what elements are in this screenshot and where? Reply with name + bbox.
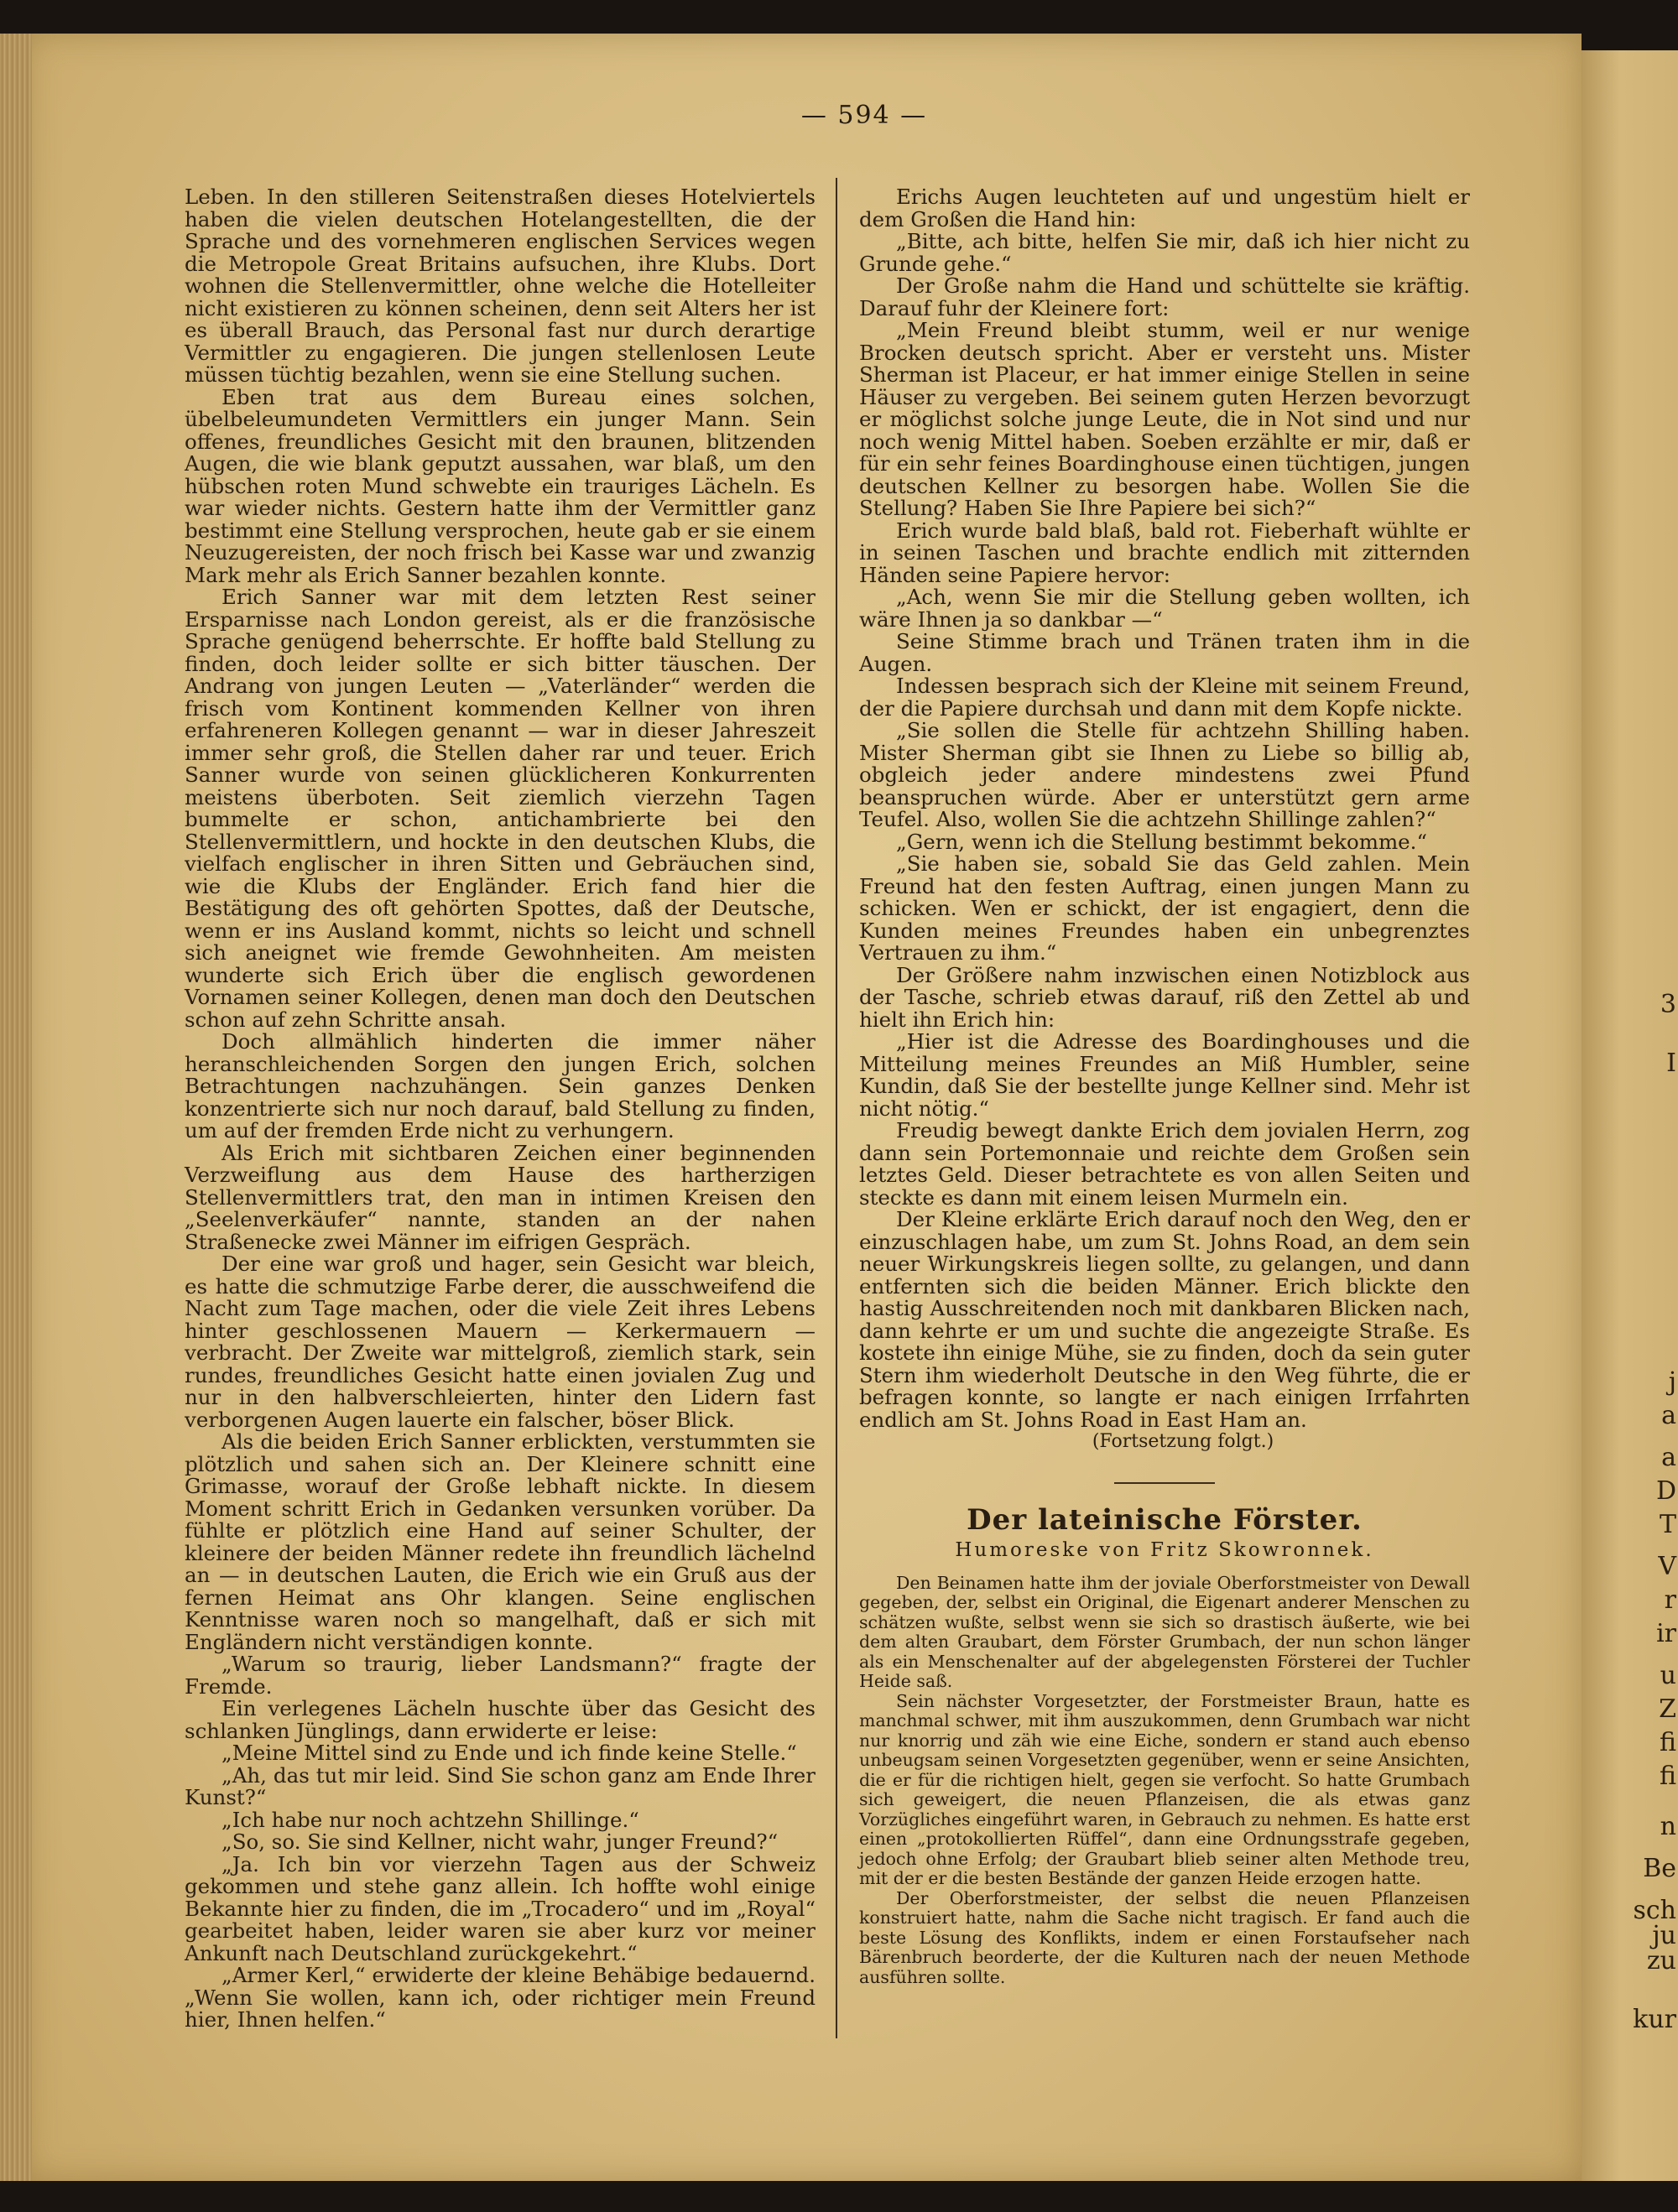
- adjacent-page-fragment: D: [1655, 1476, 1676, 1506]
- adjacent-page-edge: [1582, 50, 1678, 2181]
- story-subtitle: Humoreske von Fritz Skowronnek.: [955, 1539, 1374, 1561]
- paragraph: Freudig bewegt dankte Erich dem jovialen Herrn, zog dann sein Portemonnaie und reichte dem Großen sein letztes Geld. Dieser betrachtete es von allen Seiten und steckte es dann mit einem leisen Murmeln ein.: [859, 1118, 1470, 1210]
- paragraph: „Meine Mittel sind zu Ende und ich finde keine Stelle.“: [221, 1741, 797, 1765]
- paragraph: „Bitte, ach bitte, helfen Sie mir, daß ich hier nicht zu Grunde gehe.“: [859, 229, 1470, 276]
- adjacent-page-fragment: sch: [1633, 1896, 1676, 1925]
- right-column-text: [859, 186, 1470, 1431]
- adjacent-page-fragment: a: [1661, 1443, 1676, 1472]
- column-divider: [836, 178, 837, 2038]
- paragraph: „Gern, wenn ich die Stellung bestimmt bekomme.“: [896, 829, 1427, 854]
- paragraph: „Ja. Ich bin vor vierzehn Tagen aus der Schweiz gekommen und stehe ganz allein. Ich hoffte wohl einige Bekannte hier zu finden, die im „Trocadero“ und im „Royal“ gearbeitet haben, leider waren sie aber kurz vor meiner Ankunft nach Deutschland zurückgekehrt.“: [185, 1851, 816, 1965]
- adjacent-page-fragment: j: [1668, 1367, 1676, 1397]
- paragraph: Als die beiden Erich Sanner erblickten, verstummten sie plötzlich und sahen sich an. Der Kleinere schnitt eine Grimasse, worauf der Große lebhaft nickte. In diesem Moment schritt Erich in Gedanken versunken vorüber. Da fühlte er plötzlich eine Hand auf seiner Schulter, der kleinere der beiden Männer redete ihn freundlich lächelnd an — in deutschen Lauten, die Erich wie ein Gruß aus der fernen Heimat ans Ohr klangen. Seine englischen Kenntnisse waren noch so mangelhaft, daß er sich mit Engländern nicht verständigen konnte.: [185, 1429, 816, 1654]
- adjacent-page-fragment: zu: [1646, 1946, 1676, 1975]
- paragraph: Der eine war groß und hager, sein Gesicht war bleich, es hatte die schmutzige Farbe derer, die ausschweifend die Nacht zum Tage machen, oder die viele Zeit ihres Lebens hinter geschlossenen Mauern — Kerkermauern — verbracht. Der Zweite war mittelgroß, ziemlich stark, sein rundes, freundliches Gesicht hatte einen jovialen Zug und nur in den halbverschleierten, hinter den Lidern fast verborgenen Augen lauerte ein falscher, böser Blick.: [185, 1252, 816, 1432]
- page-number: — 594 —: [800, 101, 928, 130]
- paragraph: Indessen besprach sich der Kleine mit seinem Freund, der die Papiere durchsah und dann mit dem Kopfe nickte.: [859, 674, 1470, 721]
- continued-note: (Fortsetzung folgt.): [1092, 1431, 1274, 1452]
- adjacent-page-fragment: I: [1666, 1049, 1676, 1078]
- adjacent-page-fragment: 3: [1660, 990, 1676, 1019]
- story-title: Der lateinische Förster.: [967, 1502, 1363, 1537]
- section-separator: [1114, 1482, 1215, 1484]
- paragraph: Erich wurde bald blaß, bald rot. Fieberhaft wühlte er in seinen Taschen und brachte endlich mit zitternden Händen seine Papiere hervor:: [859, 518, 1470, 587]
- adjacent-page-fragment: ir: [1656, 1619, 1676, 1648]
- paragraph: „Ach, wenn Sie mir die Stellung geben wollten, ich wäre Ihnen ja so dankbar —“: [859, 585, 1470, 632]
- adjacent-page-fragment: fi: [1659, 1762, 1676, 1791]
- left-column: [185, 186, 816, 2032]
- paragraph: „Armer Kerl,“ erwiderte der kleine Behäbige bedauernd. „Wenn Sie wollen, kann ich, oder richtiger mein Freund hier, Ihnen helfen.“: [185, 1963, 816, 2032]
- adjacent-page-fragment: u: [1660, 1661, 1676, 1690]
- adjacent-page-fragment: n: [1660, 1812, 1676, 1841]
- paragraph: Ein verlegenes Lächeln huschte über das Gesicht des schlanken Jünglings, dann erwiderte er leise:: [185, 1696, 816, 1743]
- right-column: [859, 186, 1470, 1987]
- adjacent-page-fragment: fi: [1659, 1728, 1676, 1757]
- paragraph: „So, so. Sie sind Kellner, nicht wahr, junger Freund?“: [221, 1829, 779, 1854]
- paragraph: „Ich habe nur noch achtzehn Shillinge.“: [221, 1807, 639, 1832]
- paragraph: Eben trat aus dem Bureau eines solchen, übelbeleumundeten Vermittlers ein junger Mann. Sein offenes, freundliches Gesicht mit den braunen, blitzenden Augen, die wie blank geputzt aussahen, war blaß, um den hübschen roten Mund schwebte ein trauriges Lächeln. Es war wieder nichts. Gestern hatte ihm der Vermittler ganz bestimmt eine Stellung versprochen, heute gab er sie einem Neuzugereisten, der noch frisch bei Kasse war und zwanzig Mark mehr als Erich Sanner bezahlen konnte.: [185, 384, 816, 587]
- adjacent-page-fragment: ju: [1652, 1921, 1676, 1950]
- paragraph: „Warum so traurig, lieber Landsmann?“ fragte der Fremde.: [185, 1652, 816, 1699]
- paragraph: Der Größere nahm inzwischen einen Notizblock aus der Tasche, schrieb etwas darauf, riß den Zettel ab und hielt ihn Erich hin:: [859, 962, 1470, 1032]
- paragraph: Sein nächster Vorgesetzter, der Forstmeister Braun, hatte es manchmal schwer, mit ihm auszukommen, denn Grumbach war nicht nur knorrig und zäh wie eine Eiche, sondern er stand auch ebenso unbeugsam seinen Vorgesetzten gegenüber, wenn er seine Ansichten, die er für die richtigen hielt, gegen sie verfocht. So hatte Grumbach sich geweigert, die neuen Pflanzeisen, die als etwas ganz Vorzügliches eingeführt waren, in Gebrauch zu nehmen. Es hatte erst einen „protokollierten Rüffel“, dann eine Ordnungsstrafe gegeben, jedoch ohne Erfolg; der Graubart blieb seiner alten Methode treu, mit der er die besten Bestände der ganzen Heide erzogen hatte.: [859, 1690, 1470, 1888]
- story-body: [859, 1574, 1470, 1988]
- paragraph: „Mein Freund bleibt stumm, weil er nur wenige Brocken deutsch spricht. Aber er versteht uns. Mister Sherman ist Placeur, er hat immer einige Stellen in seine Häuser zu vergeben. Bei seinem guten Herzen bevorzugt er möglichst solche junge Leute, die in Not sind und nur noch wenig Mittel haben. Soeben erzählte er mir, daß er für ein sehr feines Boardinghouse einen tüchtigen, jungen deutschen Kellner zu besorgen habe. Wollen Sie die Stellung? Haben Sie Ihre Papiere bei sich?“: [859, 318, 1470, 520]
- adjacent-page-fragment: kur: [1633, 2005, 1676, 2034]
- paragraph: „Hier ist die Adresse des Boardinghouses und die Mitteilung meines Freundes an Miß Humbler, seine Kundin, daß Sie der bestellte junge Kellner sind. Mehr ist nicht nötig.“: [859, 1029, 1470, 1121]
- adjacent-page-fragment: r: [1664, 1585, 1676, 1615]
- paragraph: Der Große nahm die Hand und schüttelte sie kräftig. Darauf fuhr der Kleinere fort:: [859, 273, 1470, 320]
- adjacent-page-fragment: T: [1659, 1510, 1676, 1539]
- paragraph: „Ah, das tut mir leid. Sind Sie schon ganz am Ende Ihrer Kunst?“: [185, 1762, 816, 1809]
- paragraph: Erich Sanner war mit dem letzten Rest seiner Ersparnisse nach London gereist, als er die französische Sprache genügend beherrschte. Er hoffte bald Stellung zu finden, doch leider sollte er sich bitter täuschen. Der Andrang von jungen Leuten — „Vaterländer“ werden die frisch vom Kontinent kommenden Kellner von ihren erfahreneren Kollegen genannt — war in dieser Jahreszeit immer sehr groß, die Stellen daher rar und teuer. Erich Sanner wurde von seinen glücklicheren Konkurrenten meistens überboten. Seit ziemlich vierzehn Tagen bummelte er schon, antichambrierte bei den Stellenvermittlern, und hockte in den deutschen Klubs, die vielfach englischer in ihren Sitten und Gebräuchen sind, wie die Klubs der Engländer. Erich fand hier die Bestätigung des oft gehörten Spottes, daß der Deutsche, wenn er ins Ausland kommt, nichts so leicht und schnell sich aneignet wie fremde Gewohnheiten. Am meisten wunderte sich Erich über die englisch gewordenen Vornamen seiner Kollegen, denen man doch den Deutschen schon auf zehn Schritte ansah.: [185, 585, 816, 1032]
- adjacent-page-fragment: V: [1658, 1552, 1676, 1581]
- stacked-page-edges: [0, 34, 32, 2181]
- paragraph: Leben. In den stilleren Seitenstraßen dieses Hotelviertels haben die vielen deutschen Hotelangestellten, die der Sprache und des vornehmeren englischen Services wegen die Metropole Great Britains aufsuchen, ihre Klubs. Dort wohnen die Stellenvermittler, ohne welche die Hotelleiter nicht existieren zu können scheinen, denn seit Alters her ist es überall Brauch, das Personal fast nur durch derartige Vermittler zu engagieren. Die jungen stellenlosen Leute müssen tüchtig bezahlen, wenn sie eine Stellung suchen.: [185, 185, 816, 387]
- paragraph: Doch allmählich hinderten die immer näher heranschleichenden Sorgen den jungen Erich, solchen Betrachtungen nachzuhängen. Sein ganzes Denken konzentrierte sich nur noch darauf, bald Stellung zu finden, um auf der fremden Erde nicht zu verhungern.: [185, 1029, 816, 1142]
- paragraph: „Sie sollen die Stelle für achtzehn Shilling haben. Mister Sherman gibt sie Ihnen zu Liebe so billig ab, obgleich jeder andere mindestens zwei Pfund beanspruchen würde. Aber er unterstützt gern arme Teufel. Also, wollen Sie die achtzehn Shillinge zahlen?“: [859, 718, 1470, 831]
- paragraph: Der Oberforstmeister, der selbst die neuen Pflanzeisen konstruiert hatte, nahm die Sache nicht tragisch. Er fand auch die beste Lösung des Konflikts, indem er einen Forstaufseher nach Bärenbruch beorderte, der die Kulturen nach der neuen Methode ausführen sollte.: [859, 1887, 1470, 1987]
- paragraph: Erichs Augen leuchteten auf und ungestüm hielt er dem Großen die Hand hin:: [859, 185, 1470, 232]
- adjacent-page-fragment: Be: [1643, 1854, 1676, 1883]
- paragraph: Den Beinamen hatte ihm der joviale Oberforstmeister von Dewall gegeben, der, selbst ein Original, die Eigenart anderer Menschen zu schätzen wußte, selbst wenn sie sich so drastisch äußerte, wie bei dem alten Graubart, dem Förster Grumbach, der nun schon länger als ein Menschenalter auf der abgelegensten Försterei der Tuchler Heide saß.: [859, 1572, 1470, 1691]
- adjacent-page-fragment: Z: [1659, 1694, 1676, 1724]
- paragraph: Als Erich mit sichtbaren Zeichen einer beginnenden Verzweiflung aus dem Hause des hartherzigen Stellenvermittlers trat, den man in intimen Kreisen den „Seelenverkäufer“ nannte, standen an der nahen Straßenecke zwei Männer im eifrigen Gespräch.: [185, 1140, 816, 1254]
- adjacent-page-fragment: a: [1661, 1401, 1676, 1430]
- paragraph: Der Kleine erklärte Erich darauf noch den Weg, den er einzuschlagen habe, um zum St. Johns Road, an dem sein neuer Wirkungskreis liegen sollte, zu gelangen, und dann entfernten sich die beiden Männer. Erich blickte den hastig Ausschreitenden noch mit dankbaren Blicken nach, dann kehrte er um und suchte die angezeigte Straße. Es kostete ihn einige Mühe, sie zu finden, doch da sein guter Stern ihm wiederholt Deutsche in den Weg führte, die er befragen konnte, so langte er nach einigen Irrfahrten endlich am St. Johns Road in East Ham an.: [859, 1207, 1470, 1432]
- paragraph: Seine Stimme brach und Tränen traten ihm in die Augen.: [859, 629, 1470, 676]
- paragraph: „Sie haben sie, sobald Sie das Geld zahlen. Mein Freund hat den festen Auftrag, einen jungen Mann zu schicken. Wen er schickt, der ist engagiert, denn die Kunden meines Freundes haben ein unbegrenztes Vertrauen zu ihm.“: [859, 851, 1470, 965]
